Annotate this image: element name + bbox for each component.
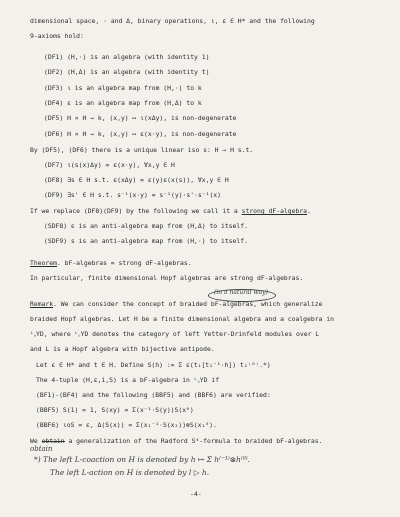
axiom-sdf8: (SDF8) ε is an anti-algebra map from (H,Δ) to itself. [44, 222, 248, 230]
axiom-bbf6: (BBF6) ιoS = ε, Δ(S(x)) = Σ(x₁⁻¹·S(x₂))⊗S(x₁⁰). [36, 421, 217, 429]
text-line: and L is a Hopf algebra with bijective antipode. [30, 345, 215, 353]
handwritten-replacement: obtain [30, 445, 53, 453]
text-line: By (DF5), (DF6) there is a unique linear iso s: H → H s.t. [30, 146, 254, 154]
axiom-df9: (DF9) ∃s' ∈ H s.t. s⁻¹(x·y) = s⁻¹(y)·s'·s⁻¹(x) [44, 191, 221, 199]
theorem-line: Theorem. bF-algebras = strong dF-algebras. [30, 259, 192, 267]
remark-line: Remark. We can consider the concept of braided bF-algebras, which generalize [30, 300, 323, 308]
text-line: The 4-tuple (H,ε,i,S) is a bF-algebra in ᴸ꜀YD if [36, 376, 220, 384]
underlined-term: Theorem [30, 259, 57, 267]
definition-line: Let ε ∈ H* and t ∈ H. Define S(h) := Σ ε(t₁[t₂⁻¹·h]) t₂⁽⁰⁾.*) [36, 361, 271, 369]
axiom-df3: (DF3) ι is an algebra map from (H,·) to k [44, 84, 202, 92]
underlined-term: Remark [30, 300, 54, 308]
conclusion-line: We obtain a generalization of the Radford S⁴-formula to braided bF-algebras. [30, 437, 323, 445]
handwritten-footnote: The left L-action on H is denoted by l ▷ h. [50, 468, 210, 477]
axiom-df8: (DF8) ∃s ∈ H s.t. ε(xΔy) = ε(y)ε(x(s)), ∀x,y ∈ H [44, 176, 229, 184]
text-line: ᴸ꜀YD, where ᴸ꜀YD denotes the category of left Yetter-Drinfeld modules over L [30, 330, 320, 338]
text-line: If we replace (DF8)(DF9) by the following we call it a strong dF-algebra. [30, 207, 311, 215]
axiom-bbf5: (BBF5) S(1) = 1, S(xy) = Σ(x⁻¹·S(y))S(x⁰) [36, 406, 194, 414]
text-line: 9-axioms hold: [30, 32, 84, 40]
handwritten-footnote: *) The left L-coaction on H is denoted by h ↦ Σ h⁽⁻¹⁾⊗h⁽⁰⁾. [34, 455, 250, 464]
axiom-df7: (DF7) ι(s(x)Δy) = ε(x·y), ∀x,y ∈ H [44, 161, 175, 169]
axiom-df2: (DF2) (H,Δ) is an algebra (with identity t) [44, 68, 210, 76]
axiom-df5: (DF5) H × H → k, (x,y) ↦ ι(xΔy), is non-degenerate [44, 114, 237, 122]
underlined-term: strong dF-algebra [241, 207, 308, 215]
text-line: braided Hopf algebras. Let H be a finite dimensional algebra and a coalgebra in [30, 315, 334, 323]
text-line: (BF1)-(BF4) and the following (BBF5) and (BBF6) are verified: [36, 391, 271, 399]
handwritten-insert: (in a natural way) [214, 289, 268, 296]
page-number: -4- [190, 490, 202, 498]
axiom-df1: (DF1) (H,·) is an algebra (with identity 1) [44, 53, 210, 61]
axiom-sdf9: (SDF9) s is an anti-algebra map from (H,·) to itself. [44, 237, 248, 245]
struck-word: obtain [41, 437, 65, 445]
axiom-df4: (DF4) ε is an algebra map from (H,Δ) to k [44, 99, 202, 107]
axiom-df6: (DF6) H × H → k, (x,y) ↦ ε(x·y), is non-degenerate [44, 130, 237, 138]
text-line: In particular, finite dimensional Hopf algebras are strong dF-algebras. [30, 274, 304, 282]
text-line: dimensional space, · and Δ, binary operations, ι, ε ∈ H* and the following [30, 17, 315, 25]
